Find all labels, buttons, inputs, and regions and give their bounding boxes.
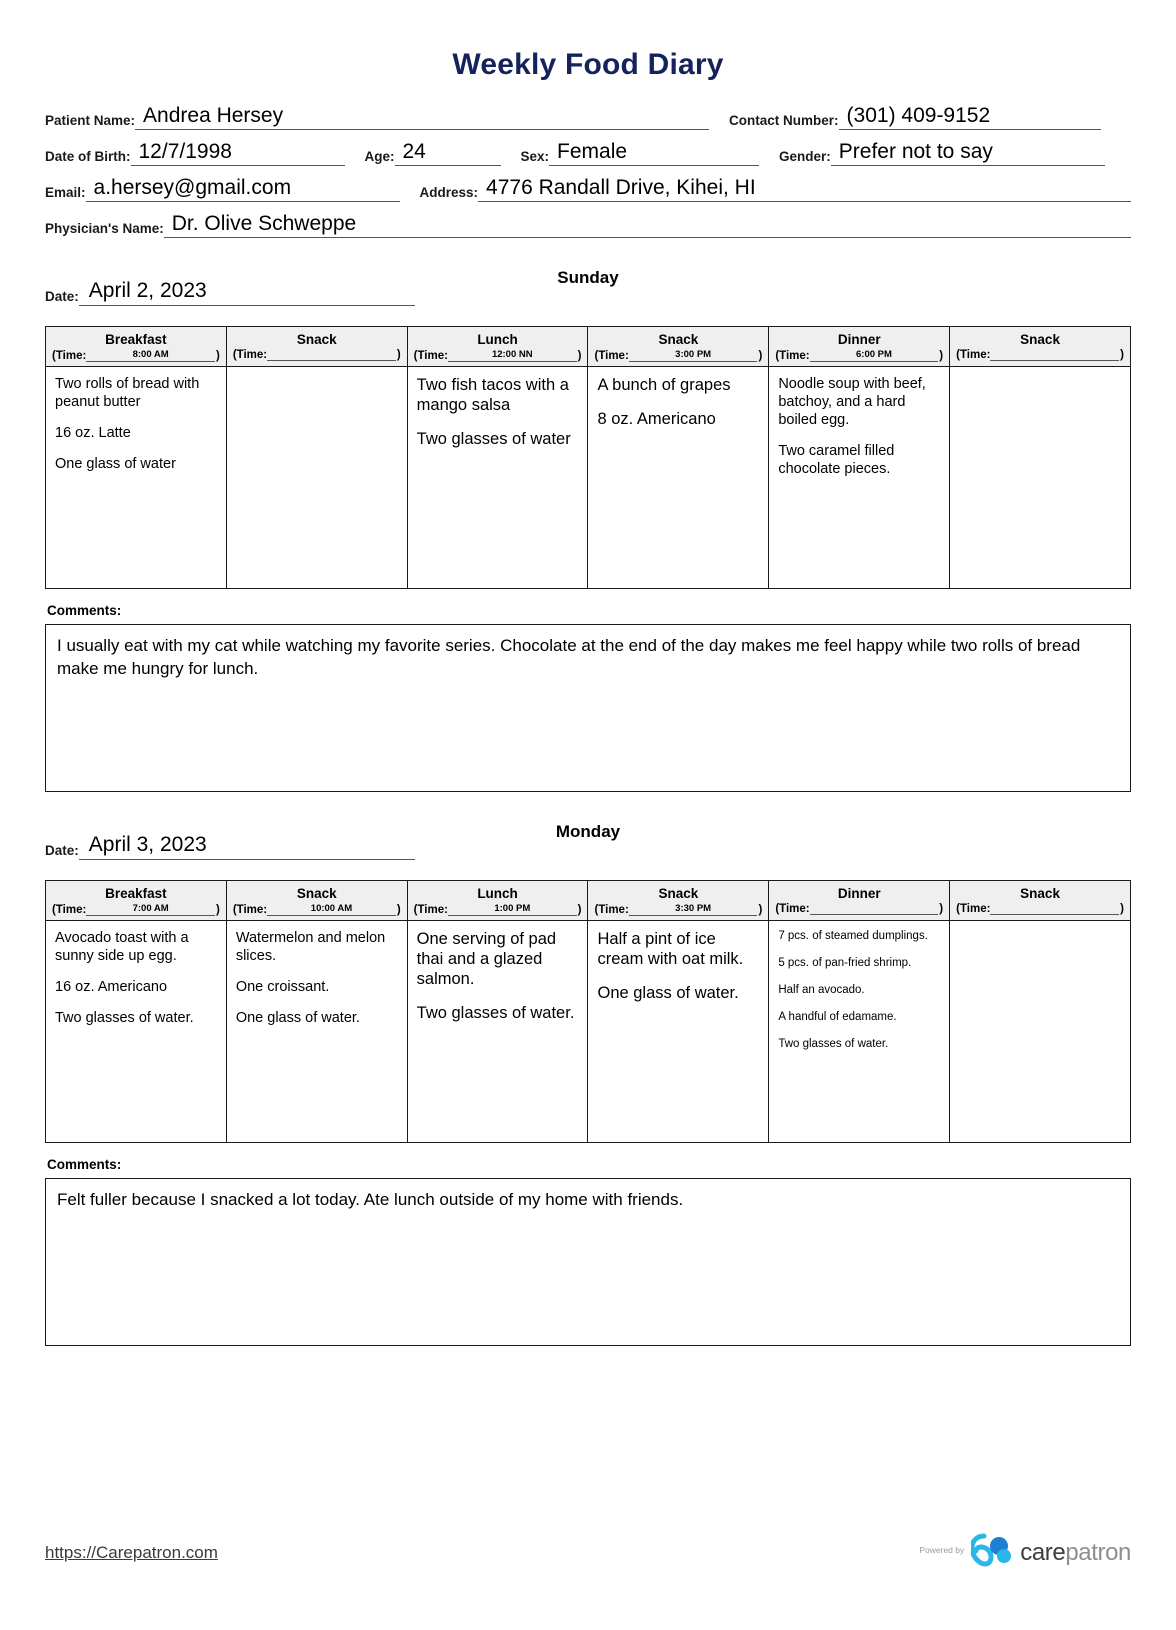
day-sections xyxy=(45,268,1131,1346)
address-label: Address: xyxy=(419,185,479,200)
gender-field[interactable]: Prefer not to say xyxy=(831,140,1105,166)
brand-block xyxy=(919,1533,1131,1572)
meal-name-label: Lunch xyxy=(477,332,518,347)
time-close-paren: ) xyxy=(577,904,582,916)
meal-table xyxy=(45,880,1131,1143)
comments-box[interactable] xyxy=(45,624,1131,792)
date-field[interactable]: April 2, 2023 xyxy=(79,278,415,306)
meal-time-line xyxy=(956,903,1124,915)
meal-entry-cell[interactable] xyxy=(407,367,588,589)
time-label: (Time: xyxy=(52,904,87,916)
meal-entry-text: One serving of pad thai and a glazed salmon. xyxy=(416,930,557,988)
meal-entry-cell[interactable] xyxy=(588,921,769,1143)
meal-header-cell xyxy=(407,881,588,921)
meal-time-field[interactable]: 10:00 AM xyxy=(267,903,396,916)
comments-box[interactable] xyxy=(45,1178,1131,1346)
meal-time-field[interactable] xyxy=(810,914,939,915)
meal-name-label: Breakfast xyxy=(105,332,167,347)
time-close-paren: ) xyxy=(577,350,582,362)
brand-word-patron: patron xyxy=(1065,1538,1131,1566)
meal-time-line xyxy=(414,349,582,362)
meal-name-label: Snack xyxy=(658,886,699,901)
meal-time-line xyxy=(414,903,582,916)
meal-time-field[interactable] xyxy=(990,914,1119,915)
meal-header-row xyxy=(46,327,1131,367)
brand-wordmark xyxy=(1020,1539,1131,1567)
patient-name-field[interactable]: Andrea Hersey xyxy=(135,104,709,130)
comments-text: Felt fuller because I snacked a lot today. Ate lunch outside of my home with friends. xyxy=(57,1190,684,1209)
time-close-paren: ) xyxy=(758,904,763,916)
time-label: (Time: xyxy=(594,904,629,916)
meal-name-label: Lunch xyxy=(477,886,518,901)
meal-name-label: Dinner xyxy=(837,332,881,347)
meal-name-label: Snack xyxy=(296,886,337,901)
carepatron-logo-icon xyxy=(971,1533,1013,1572)
meal-header-row xyxy=(46,881,1131,921)
meal-entry-text: Two glasses of water. xyxy=(778,1038,889,1050)
dob-field[interactable]: 12/7/1998 xyxy=(131,140,345,166)
comments-text: I usually eat with my cat while watching my favorite series. Chocolate at the end of the day makes me feel happy while two rolls of bread make me hungry for lunch. xyxy=(57,636,1081,678)
physician-label: Physician's Name: xyxy=(45,221,164,236)
meal-entry-text: One glass of water. xyxy=(597,984,739,1002)
meal-time-field[interactable]: 6:00 PM xyxy=(810,349,939,362)
meal-entry-text: Two fish tacos with a mango salsa xyxy=(416,376,569,414)
meal-entry-text: One glass of water xyxy=(55,456,176,472)
powered-by-label: Powered by xyxy=(919,1544,965,1555)
meal-entry-cell[interactable] xyxy=(950,921,1131,1143)
day-name-heading: Monday xyxy=(555,822,621,841)
meal-name-label: Snack xyxy=(1020,332,1060,347)
meal-time-field[interactable]: 3:30 PM xyxy=(629,903,758,916)
time-label: (Time: xyxy=(956,349,991,361)
email-field[interactable]: a.hersey@gmail.com xyxy=(86,176,400,202)
meal-header-cell xyxy=(46,881,227,921)
meal-content-row xyxy=(46,367,1131,589)
meal-time-line xyxy=(52,903,220,916)
comments-label: Comments: xyxy=(47,603,122,618)
meal-time-line xyxy=(594,903,762,916)
meal-time-line xyxy=(775,349,943,362)
contact-number-label: Contact Number: xyxy=(729,113,839,128)
time-label: (Time: xyxy=(232,904,268,916)
meal-entry-text: One glass of water. xyxy=(235,1010,360,1026)
date-field[interactable]: April 3, 2023 xyxy=(79,832,415,860)
time-label: (Time: xyxy=(775,903,810,915)
meal-time-line xyxy=(775,903,943,915)
meal-entry-text: 7 pcs. of steamed dumplings. xyxy=(778,930,928,942)
time-close-paren: ) xyxy=(758,350,763,362)
day-name-heading: Sunday xyxy=(557,268,619,287)
meal-time-field[interactable]: 3:00 PM xyxy=(629,349,758,362)
time-close-paren: ) xyxy=(215,350,220,362)
time-close-paren: ) xyxy=(1120,903,1124,915)
time-close-paren: ) xyxy=(396,349,401,361)
time-label: (Time: xyxy=(232,349,268,361)
day-section xyxy=(45,268,1131,792)
email-label: Email: xyxy=(45,185,86,200)
page-title: Weekly Food Diary xyxy=(452,48,724,81)
carepatron-link[interactable]: https://Carepatron.com xyxy=(45,1542,218,1562)
meal-entry-text: 5 pcs. of pan-fried shrimp. xyxy=(778,957,912,969)
meal-time-line xyxy=(956,349,1124,361)
dob-label: Date of Birth: xyxy=(45,149,131,164)
meal-entry-text: 16 oz. Americano xyxy=(55,979,168,995)
meal-time-line xyxy=(594,349,762,362)
meal-entry-text: Two glasses of water. xyxy=(55,1010,194,1026)
sex-label: Sex: xyxy=(520,149,550,164)
time-close-paren: ) xyxy=(215,904,220,916)
meal-time-field[interactable]: 12:00 NN xyxy=(448,349,577,362)
meal-entry-text: Two caramel filled chocolate pieces. xyxy=(778,443,895,477)
meal-time-field[interactable]: 1:00 PM xyxy=(448,903,577,916)
info-row-email-address xyxy=(45,176,1131,202)
meal-table xyxy=(45,326,1131,589)
age-label: Age: xyxy=(364,149,395,164)
meal-entry-cell[interactable] xyxy=(46,367,227,589)
meal-entry-text: 16 oz. Latte xyxy=(55,425,131,441)
meal-entry-cell[interactable] xyxy=(46,921,227,1143)
meal-entry-text: Noodle soup with beef, batchoy, and a hard boiled egg. xyxy=(778,376,926,428)
page-footer xyxy=(45,1533,1131,1572)
meal-entry-text: Half an avocado. xyxy=(778,984,865,996)
meal-name-label: Snack xyxy=(1020,886,1060,901)
meal-entry-text: One croissant. xyxy=(235,979,330,995)
meal-time-field[interactable] xyxy=(990,360,1119,361)
time-close-paren: ) xyxy=(939,903,944,915)
time-close-paren: ) xyxy=(1120,349,1124,361)
meal-name-label: Breakfast xyxy=(105,886,167,901)
meal-time-line xyxy=(233,903,401,916)
physician-field[interactable]: Dr. Olive Schweppe xyxy=(164,212,1131,238)
meal-name-label: Snack xyxy=(658,332,699,347)
info-row-dob-age-sex-gender xyxy=(45,140,1131,166)
meal-entry-text: Two glasses of water. xyxy=(416,1004,575,1022)
meal-entry-cell[interactable] xyxy=(769,921,950,1143)
meal-time-field[interactable]: 7:00 AM xyxy=(86,903,215,916)
meal-entry-text: Two glasses of water xyxy=(416,430,571,448)
time-label: (Time: xyxy=(52,350,87,362)
date-label: Date: xyxy=(45,289,79,304)
meal-content-row xyxy=(46,921,1131,1143)
meal-entry-text: A bunch of grapes xyxy=(597,376,731,394)
meal-entry-text: Two rolls of bread with peanut butter xyxy=(55,376,200,410)
meal-entry-text: Half a pint of ice cream with oat milk. xyxy=(597,930,744,968)
meal-header-cell xyxy=(588,327,769,367)
patient-name-label: Patient Name: xyxy=(45,113,136,128)
age-field[interactable]: 24 xyxy=(395,140,501,166)
meal-header-cell xyxy=(588,881,769,921)
meal-header-cell xyxy=(950,327,1131,367)
time-close-paren: ) xyxy=(396,904,401,916)
meal-entry-cell[interactable] xyxy=(407,921,588,1143)
meal-header-cell xyxy=(769,881,950,921)
meal-entry-cell[interactable] xyxy=(226,367,407,589)
time-label: (Time: xyxy=(413,350,448,362)
meal-header-cell xyxy=(226,327,407,367)
sex-field[interactable]: Female xyxy=(549,140,759,166)
brand-word-care: care xyxy=(1020,1538,1066,1566)
time-label: (Time: xyxy=(956,903,991,915)
patient-info-block xyxy=(45,104,1131,238)
meal-entry-text: Avocado toast with a sunny side up egg. xyxy=(55,930,189,964)
meal-entry-text: 8 oz. Americano xyxy=(597,410,716,428)
time-label: (Time: xyxy=(594,350,629,362)
meal-entry-cell[interactable] xyxy=(769,367,950,589)
meal-entry-cell[interactable] xyxy=(950,367,1131,589)
info-row-physician xyxy=(45,212,1131,238)
meal-header-cell xyxy=(769,327,950,367)
info-row-name-contact xyxy=(45,104,1131,130)
time-label: (Time: xyxy=(413,904,448,916)
meal-time-field[interactable]: 8:00 AM xyxy=(86,349,215,362)
meal-name-label: Dinner xyxy=(837,886,881,901)
gender-label: Gender: xyxy=(779,149,831,164)
meal-time-line xyxy=(52,349,220,362)
meal-header-cell xyxy=(46,327,227,367)
meal-header-cell xyxy=(407,327,588,367)
comments-label: Comments: xyxy=(47,1157,122,1172)
day-section xyxy=(45,822,1131,1346)
time-close-paren: ) xyxy=(939,350,944,362)
date-label: Date: xyxy=(45,843,79,858)
meal-time-line xyxy=(233,349,401,361)
time-label: (Time: xyxy=(775,350,810,362)
address-field[interactable]: 4776 Randall Drive, Kihei, HI xyxy=(478,176,1131,202)
meal-entry-cell[interactable] xyxy=(226,921,407,1143)
meal-time-field[interactable] xyxy=(267,360,396,361)
meal-entry-text: Watermelon and melon slices. xyxy=(235,930,386,964)
contact-number-field[interactable]: (301) 409-9152 xyxy=(839,104,1101,130)
meal-header-cell xyxy=(226,881,407,921)
meal-entry-cell[interactable] xyxy=(588,367,769,589)
meal-entry-text: A handful of edamame. xyxy=(778,1011,897,1023)
meal-header-cell xyxy=(950,881,1131,921)
meal-name-label: Snack xyxy=(296,332,337,347)
